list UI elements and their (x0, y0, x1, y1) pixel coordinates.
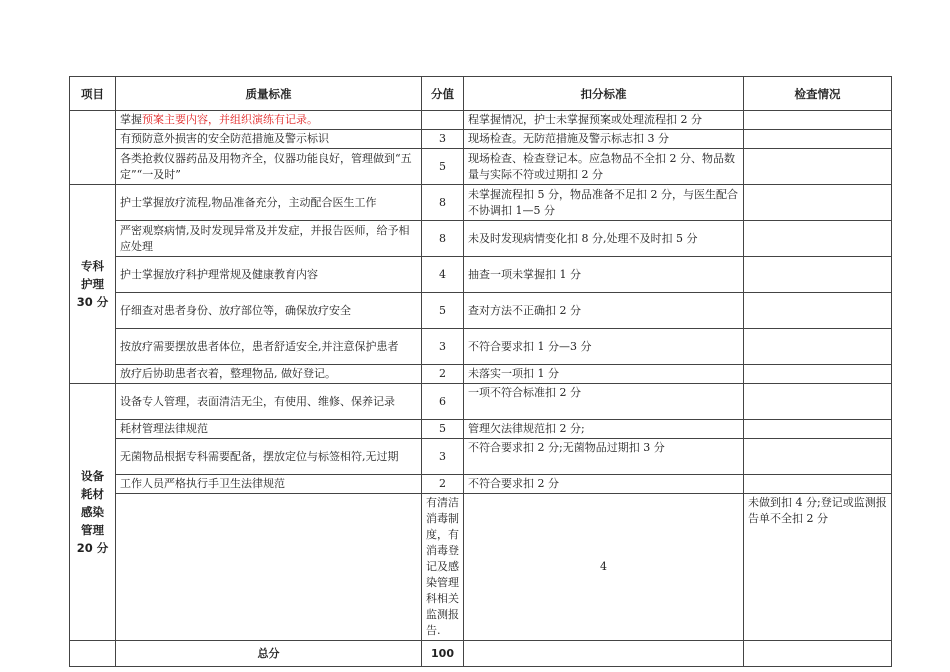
category-line: 专科 (81, 259, 104, 273)
deduction-cell: 未掌握流程扣 5 分，物品准备不足扣 2 分，与医生配合不协调扣 1—5 分 (464, 185, 744, 221)
deduction-cell: 现场检查、检查登记本。应急物品不全扣 2 分、物品数量与实际不符或过期扣 2 分 (464, 149, 744, 185)
score-cell: 8 (422, 185, 464, 221)
score-cell: 6 (422, 384, 464, 420)
score-cell: 3 (422, 130, 464, 149)
table-row (70, 293, 892, 329)
score-cell (422, 111, 464, 130)
table-row (70, 439, 892, 475)
category-cell-empty (116, 494, 422, 641)
score-cell: 8 (422, 221, 464, 257)
check-cell[interactable] (744, 384, 892, 420)
standard-cell: 各类抢救仪器药品及用物齐全，仪器功能良好，管理做到“五定”“一及时” (116, 149, 422, 185)
total-row (70, 641, 892, 667)
table-row (70, 221, 892, 257)
deduction-cell: 抽查一项未掌握扣 1 分 (464, 257, 744, 293)
table-row (70, 420, 892, 439)
standard-cell: 护士掌握放疗科护理常规及健康教育内容 (116, 257, 422, 293)
table-row (70, 130, 892, 149)
deduction-cell: 不符合要求扣 2 分 (464, 475, 744, 494)
total-check-cell[interactable] (744, 641, 892, 667)
quality-standard-table (69, 76, 892, 667)
category-line: 护理 (81, 277, 104, 291)
check-cell[interactable] (744, 257, 892, 293)
score-cell: 2 (422, 475, 464, 494)
check-cell[interactable] (744, 329, 892, 365)
table-row (70, 111, 892, 130)
score-cell: 5 (422, 293, 464, 329)
table-row (70, 329, 892, 365)
category-line: 感染 (81, 505, 104, 519)
highlighted-standard-text: 预案主要内容，并组织演练有记录。 (142, 113, 318, 126)
score-cell: 2 (422, 365, 464, 384)
deduction-cell: 程掌握情况，护士未掌握预案或处理流程扣 2 分 (464, 111, 744, 130)
standard-cell: 工作人员严格执行手卫生法律规范 (116, 475, 422, 494)
deduction-cell: 不符合要求扣 2 分;无菌物品过期扣 3 分 (464, 439, 744, 475)
header-score: 分值 (422, 77, 464, 111)
table-row (70, 384, 892, 420)
score-cell: 4 (422, 257, 464, 293)
total-label: 总分 (116, 641, 422, 667)
header-project: 项目 (70, 77, 116, 111)
deduction-cell: 未及时发现病情变化扣 8 分,处理不及时扣 5 分 (464, 221, 744, 257)
table-header-row (70, 77, 892, 111)
check-cell[interactable] (744, 293, 892, 329)
check-cell[interactable] (744, 365, 892, 384)
deduction-cell: 现场检查。无防范措施及警示标志扣 3 分 (464, 130, 744, 149)
standard-cell: 设备专人管理，表面清洁无尘，有使用、维修、保养记录 (116, 384, 422, 420)
category-equipment (70, 384, 116, 641)
check-cell[interactable] (744, 475, 892, 494)
deduction-cell: 未做到扣 4 分;登记或监测报告单不全扣 2 分 (744, 494, 892, 641)
standard-cell: 有清洁消毒制度，有消毒登记及感染管理科相关监测报告. (422, 494, 464, 641)
check-cell[interactable] (744, 420, 892, 439)
deduction-cell: 一项不符合标准扣 2 分 (464, 384, 744, 420)
deduction-cell: 未落实一项扣 1 分 (464, 365, 744, 384)
standard-cell: 放疗后协助患者衣着，整理物品, 做好登记。 (116, 365, 422, 384)
standard-cell (116, 111, 422, 130)
category-line: 耗材 (81, 487, 104, 501)
standard-cell: 严密观察病情,及时发现异常及并发症，并报告医师，给予相应处理 (116, 221, 422, 257)
category-line: 20 分 (76, 541, 109, 555)
header-deduction: 扣分标准 (464, 77, 744, 111)
header-check: 检查情况 (744, 77, 892, 111)
score-cell: 5 (422, 420, 464, 439)
standard-cell: 仔细查对患者身份、放疗部位等，确保放疗安全 (116, 293, 422, 329)
check-cell[interactable] (744, 149, 892, 185)
standard-cell: 按放疗需要摆放患者体位，患者舒适安全,并注意保护患者 (116, 329, 422, 365)
table-row (70, 185, 892, 221)
standard-cell: 无菌物品根据专科需要配备，摆放定位与标签相符,无过期 (116, 439, 422, 475)
check-cell[interactable] (744, 439, 892, 475)
score-cell: 5 (422, 149, 464, 185)
score-cell: 3 (422, 329, 464, 365)
header-standard: 质量标准 (116, 77, 422, 111)
check-cell[interactable] (744, 111, 892, 130)
score-cell: 3 (422, 439, 464, 475)
table-row (70, 365, 892, 384)
deduction-cell: 不符合要求扣 1 分—3 分 (464, 329, 744, 365)
table-row (70, 149, 892, 185)
category-line: 设备 (81, 469, 104, 483)
deduction-cell: 管理欠法律规范扣 2 分; (464, 420, 744, 439)
check-cell[interactable] (744, 221, 892, 257)
score-cell: 4 (464, 494, 744, 641)
deduction-cell: 查对方法不正确扣 2 分 (464, 293, 744, 329)
total-empty-cell (70, 641, 116, 667)
category-line: 管理 (81, 523, 104, 537)
check-cell[interactable] (744, 185, 892, 221)
standard-cell: 有预防意外损害的安全防范措施及警示标识 (116, 130, 422, 149)
standard-cell: 耗材管理法律规范 (116, 420, 422, 439)
table-row (70, 494, 892, 641)
total-deduction-cell (464, 641, 744, 667)
category-nursing (70, 185, 116, 384)
check-cell[interactable] (744, 130, 892, 149)
category-line: 30 分 (76, 295, 109, 309)
category-cell-empty (70, 111, 116, 185)
table-row (70, 257, 892, 293)
standard-cell: 护士掌握放疗流程,物品准备充分，主动配合医生工作 (116, 185, 422, 221)
table-row (70, 475, 892, 494)
total-value: 100 (422, 641, 464, 667)
standard-text: 掌握 (120, 113, 142, 126)
